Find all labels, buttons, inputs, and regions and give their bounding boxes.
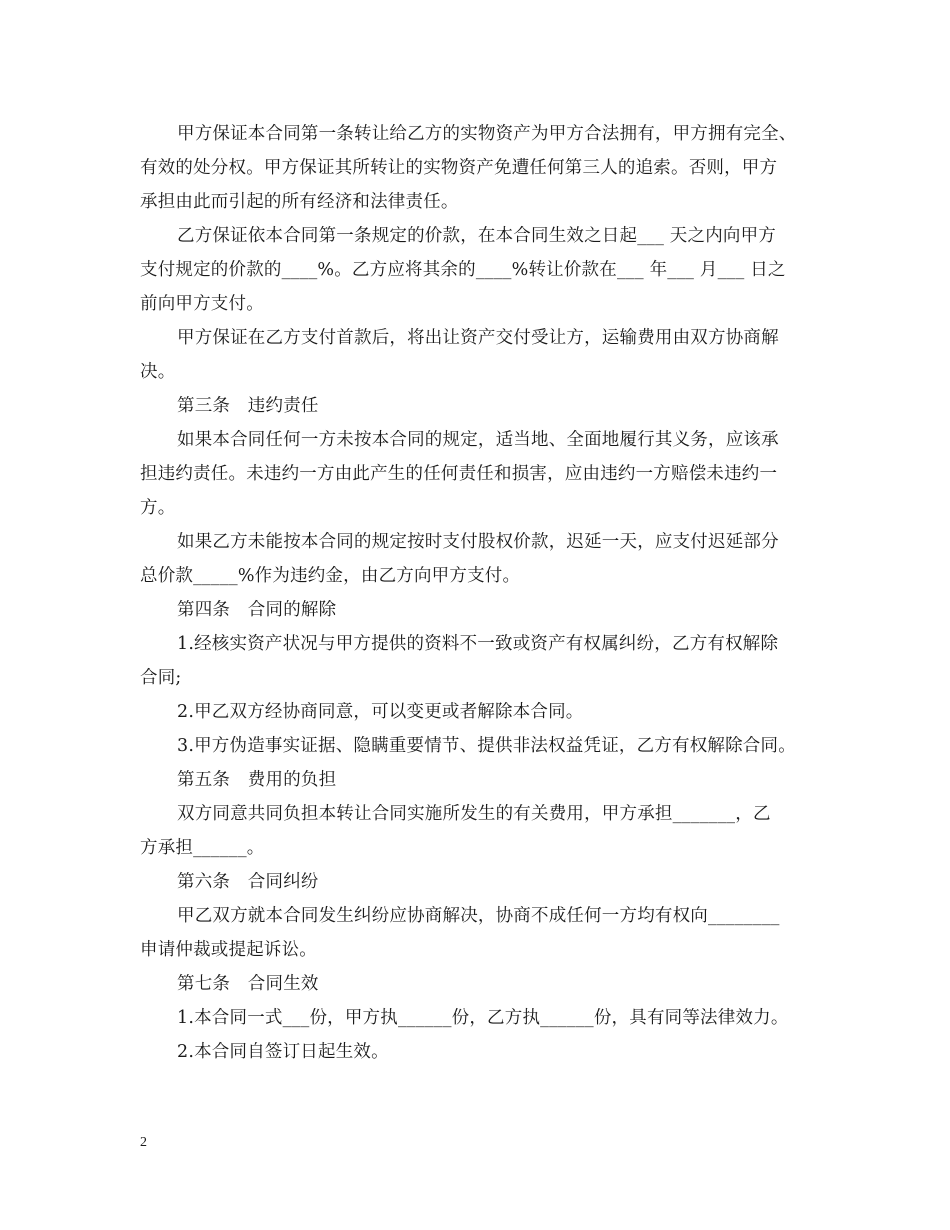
paragraph-line: 担违约责任。未违约一方由此产生的任何责任和损害，应由违约一方赔偿未违约一 [140, 464, 778, 484]
paragraph-line: 决。 [140, 362, 176, 382]
section-heading: 第六条 合同纠纷 [177, 872, 319, 892]
section-heading: 第三条 违约责任 [177, 396, 319, 416]
paragraph-line: 有效的处分权。甲方保证其所转让的实物资产免遭任何第三人的追索。否则，甲方 [140, 158, 778, 178]
paragraph-line: 承担由此而引起的所有经济和法律责任。 [140, 192, 459, 212]
section-heading: 第七条 合同生效 [177, 974, 319, 994]
paragraph-line: 申请仲裁或提起诉讼。 [140, 940, 317, 960]
list-item-continuation: 合同; [140, 668, 182, 688]
list-item: 2.甲乙双方经协商同意，可以变更或者解除本合同。 [177, 702, 584, 722]
paragraph-line: 乙方保证依本合同第一条规定的价款，在本合同生效之日起___ 天之内向甲方 [177, 226, 777, 246]
document-body [140, 117, 816, 1069]
section-heading: 第五条 费用的负担 [177, 770, 337, 790]
list-item: 1.本合同一式___份，甲方执______份，乙方执______份，具有同等法律效力。 [177, 1008, 789, 1028]
paragraph-line: 甲方保证本合同第一条转让给乙方的实物资产为甲方合法拥有，甲方拥有完全、 [177, 124, 797, 144]
paragraph-line: 支付规定的价款的____%。乙方应将其余的____%转让价款在___ 年___ 月___ 日之 [140, 260, 786, 280]
paragraph-line: 甲乙双方就本合同发生纠纷应协商解决，协商不成任何一方均有权向________ [177, 906, 780, 926]
paragraph-line: 前向甲方支付。 [140, 294, 264, 314]
paragraph-line: 总价款_____%作为违约金，由乙方向甲方支付。 [140, 566, 521, 586]
paragraph-line: 如果本合同任何一方未按本合同的规定，适当地、全面地履行其义务，应该承 [177, 430, 779, 450]
list-item: 2.本合同自签订日起生效。 [177, 1042, 389, 1062]
paragraph-line: 如果乙方未能按本合同的规定按时支付股权价款，迟延一天，应支付迟延部分 [177, 532, 779, 552]
list-item: 3.甲方伪造事实证据、隐瞒重要情节、提供非法权益凭证，乙方有权解除合同。 [177, 736, 796, 756]
list-item: 1.经核实资产状况与甲方提供的资料不一致或资产有权属纠纷，乙方有权解除 [177, 634, 779, 654]
section-heading: 第四条 合同的解除 [177, 600, 337, 620]
page-number: 2 [140, 1135, 147, 1150]
paragraph-line: 双方同意共同负担本转让合同实施所发生的有关费用，甲方承担_______，乙 [177, 804, 771, 824]
paragraph-line: 方。 [140, 498, 176, 518]
paragraph-line: 甲方保证在乙方支付首款后，将出让资产交付受让方，运输费用由双方协商解 [177, 328, 779, 348]
paragraph-line: 方承担______。 [140, 838, 265, 858]
